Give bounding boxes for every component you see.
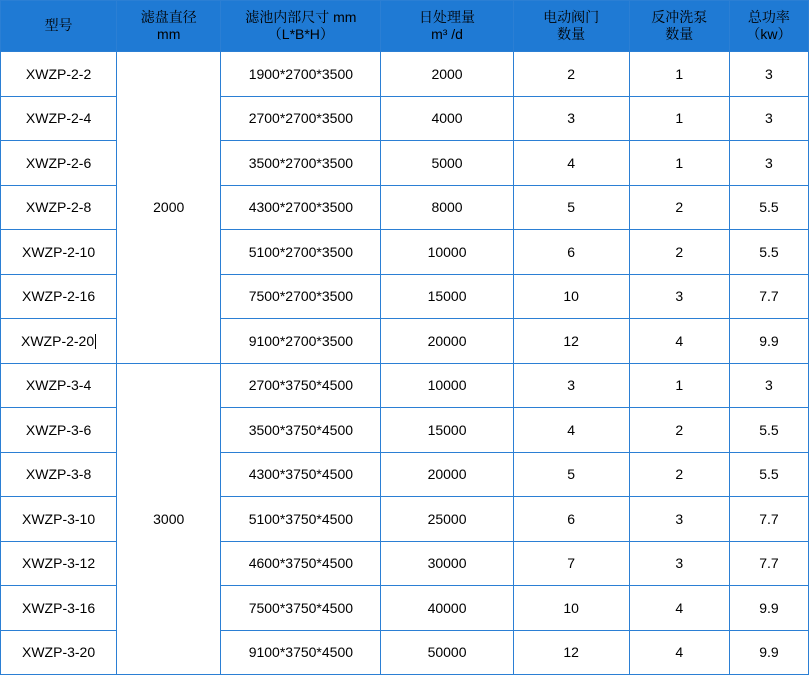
cell-pump-count: 2 [629, 408, 729, 453]
cell-tank-size: 4300*2700*3500 [221, 185, 381, 230]
cell-daily-capacity: 30000 [381, 541, 513, 586]
cell-daily-capacity: 5000 [381, 141, 513, 186]
cell-tank-size: 9100*3750*4500 [221, 630, 381, 675]
cell-total-power: 5.5 [729, 185, 808, 230]
header-total-power [729, 1, 808, 52]
table-row [1, 363, 809, 408]
cell-model-editing[interactable] [1, 319, 117, 364]
cell-valve-count: 6 [513, 230, 629, 275]
cell-tank-size: 5100*2700*3500 [221, 230, 381, 275]
header-total-power-line1: 总功率 [747, 8, 790, 25]
cell-daily-capacity: 10000 [381, 363, 513, 408]
cell-pump-count: 2 [629, 185, 729, 230]
header-tank-size-line1: 滤池内部尺寸 mm [245, 8, 357, 25]
text-cursor [95, 334, 96, 349]
cell-model: XWZP-2-16 [1, 274, 117, 319]
cell-total-power: 3 [729, 363, 808, 408]
cell-model: XWZP-3-12 [1, 541, 117, 586]
cell-pump-count: 3 [629, 274, 729, 319]
header-valve-count-line1: 电动阀门 [543, 8, 600, 25]
cell-daily-capacity: 50000 [381, 630, 513, 675]
cell-pump-count: 2 [629, 452, 729, 497]
cell-total-power: 5.5 [729, 408, 808, 453]
cell-tank-size: 3500*3750*4500 [221, 408, 381, 453]
header-row [1, 1, 809, 52]
cell-daily-capacity: 2000 [381, 52, 513, 97]
cell-total-power: 7.7 [729, 541, 808, 586]
cell-valve-count: 10 [513, 274, 629, 319]
cell-pump-count: 1 [629, 141, 729, 186]
cell-pump-count: 3 [629, 497, 729, 542]
cell-tank-size: 2700*3750*4500 [221, 363, 381, 408]
cell-daily-capacity: 20000 [381, 452, 513, 497]
header-valve-count-line2: 数量 [557, 26, 586, 42]
cell-disc-diameter: 2000 [117, 52, 221, 364]
cell-model: XWZP-2-2 [1, 52, 117, 97]
cell-tank-size: 9100*2700*3500 [221, 319, 381, 364]
header-pump-count [629, 1, 729, 52]
header-pump-count-line2: 数量 [665, 26, 694, 42]
cell-model: XWZP-3-8 [1, 452, 117, 497]
cell-total-power: 9.9 [729, 586, 808, 631]
cell-valve-count: 5 [513, 452, 629, 497]
cell-pump-count: 1 [629, 52, 729, 97]
header-disc-diameter-line1: 滤盘直径 [140, 8, 197, 25]
cell-tank-size: 4600*3750*4500 [221, 541, 381, 586]
header-daily-capacity-line2: m³ /d [431, 26, 463, 42]
cell-model: XWZP-3-20 [1, 630, 117, 675]
cell-model-text: XWZP-2-20 [21, 332, 95, 349]
cell-total-power: 5.5 [729, 230, 808, 275]
cell-total-power: 5.5 [729, 452, 808, 497]
cell-valve-count: 12 [513, 319, 629, 364]
cell-daily-capacity: 8000 [381, 185, 513, 230]
cell-valve-count: 3 [513, 363, 629, 408]
cell-model: XWZP-2-4 [1, 96, 117, 141]
cell-pump-count: 1 [629, 363, 729, 408]
header-model [1, 1, 117, 52]
cell-valve-count: 2 [513, 52, 629, 97]
header-tank-size-line2: （L*B*H） [267, 26, 334, 42]
cell-daily-capacity: 40000 [381, 586, 513, 631]
cell-tank-size: 2700*2700*3500 [221, 96, 381, 141]
cell-total-power: 7.7 [729, 497, 808, 542]
cell-daily-capacity: 15000 [381, 408, 513, 453]
cell-pump-count: 4 [629, 630, 729, 675]
cell-tank-size: 4300*3750*4500 [221, 452, 381, 497]
cell-total-power: 3 [729, 52, 808, 97]
cell-daily-capacity: 15000 [381, 274, 513, 319]
header-daily-capacity-line1: 日处理量 [419, 8, 476, 25]
table-row [1, 52, 809, 97]
cell-pump-count: 3 [629, 541, 729, 586]
cell-pump-count: 4 [629, 319, 729, 364]
cell-valve-count: 5 [513, 185, 629, 230]
cell-tank-size: 7500*3750*4500 [221, 586, 381, 631]
header-total-power-line2: （kw） [746, 26, 792, 42]
cell-model: XWZP-2-8 [1, 185, 117, 230]
header-model-line1: 型号 [44, 17, 73, 34]
cell-daily-capacity: 4000 [381, 96, 513, 141]
header-disc-diameter [117, 1, 221, 52]
cell-model: XWZP-3-16 [1, 586, 117, 631]
cell-model: XWZP-2-6 [1, 141, 117, 186]
cell-total-power: 3 [729, 141, 808, 186]
cell-valve-count: 3 [513, 96, 629, 141]
cell-pump-count: 4 [629, 586, 729, 631]
cell-total-power: 9.9 [729, 630, 808, 675]
cell-daily-capacity: 20000 [381, 319, 513, 364]
header-disc-diameter-line2: mm [157, 26, 181, 42]
header-valve-count [513, 1, 629, 52]
cell-valve-count: 12 [513, 630, 629, 675]
cell-tank-size: 7500*2700*3500 [221, 274, 381, 319]
cell-daily-capacity: 10000 [381, 230, 513, 275]
cell-valve-count: 10 [513, 586, 629, 631]
cell-total-power: 3 [729, 96, 808, 141]
cell-total-power: 9.9 [729, 319, 808, 364]
cell-valve-count: 4 [513, 408, 629, 453]
header-pump-count-line1: 反冲洗泵 [651, 8, 708, 25]
table-header [1, 1, 809, 52]
table-body [1, 52, 809, 675]
cell-pump-count: 1 [629, 96, 729, 141]
cell-tank-size: 5100*3750*4500 [221, 497, 381, 542]
cell-model: XWZP-3-4 [1, 363, 117, 408]
cell-tank-size: 3500*2700*3500 [221, 141, 381, 186]
cell-model: XWZP-3-6 [1, 408, 117, 453]
header-tank-size [221, 1, 381, 52]
cell-valve-count: 6 [513, 497, 629, 542]
cell-total-power: 7.7 [729, 274, 808, 319]
cell-daily-capacity: 25000 [381, 497, 513, 542]
cell-tank-size: 1900*2700*3500 [221, 52, 381, 97]
cell-disc-diameter: 3000 [117, 363, 221, 675]
cell-valve-count: 4 [513, 141, 629, 186]
cell-valve-count: 7 [513, 541, 629, 586]
cell-pump-count: 2 [629, 230, 729, 275]
cell-model: XWZP-2-10 [1, 230, 117, 275]
header-daily-capacity [381, 1, 513, 52]
cell-model: XWZP-3-10 [1, 497, 117, 542]
